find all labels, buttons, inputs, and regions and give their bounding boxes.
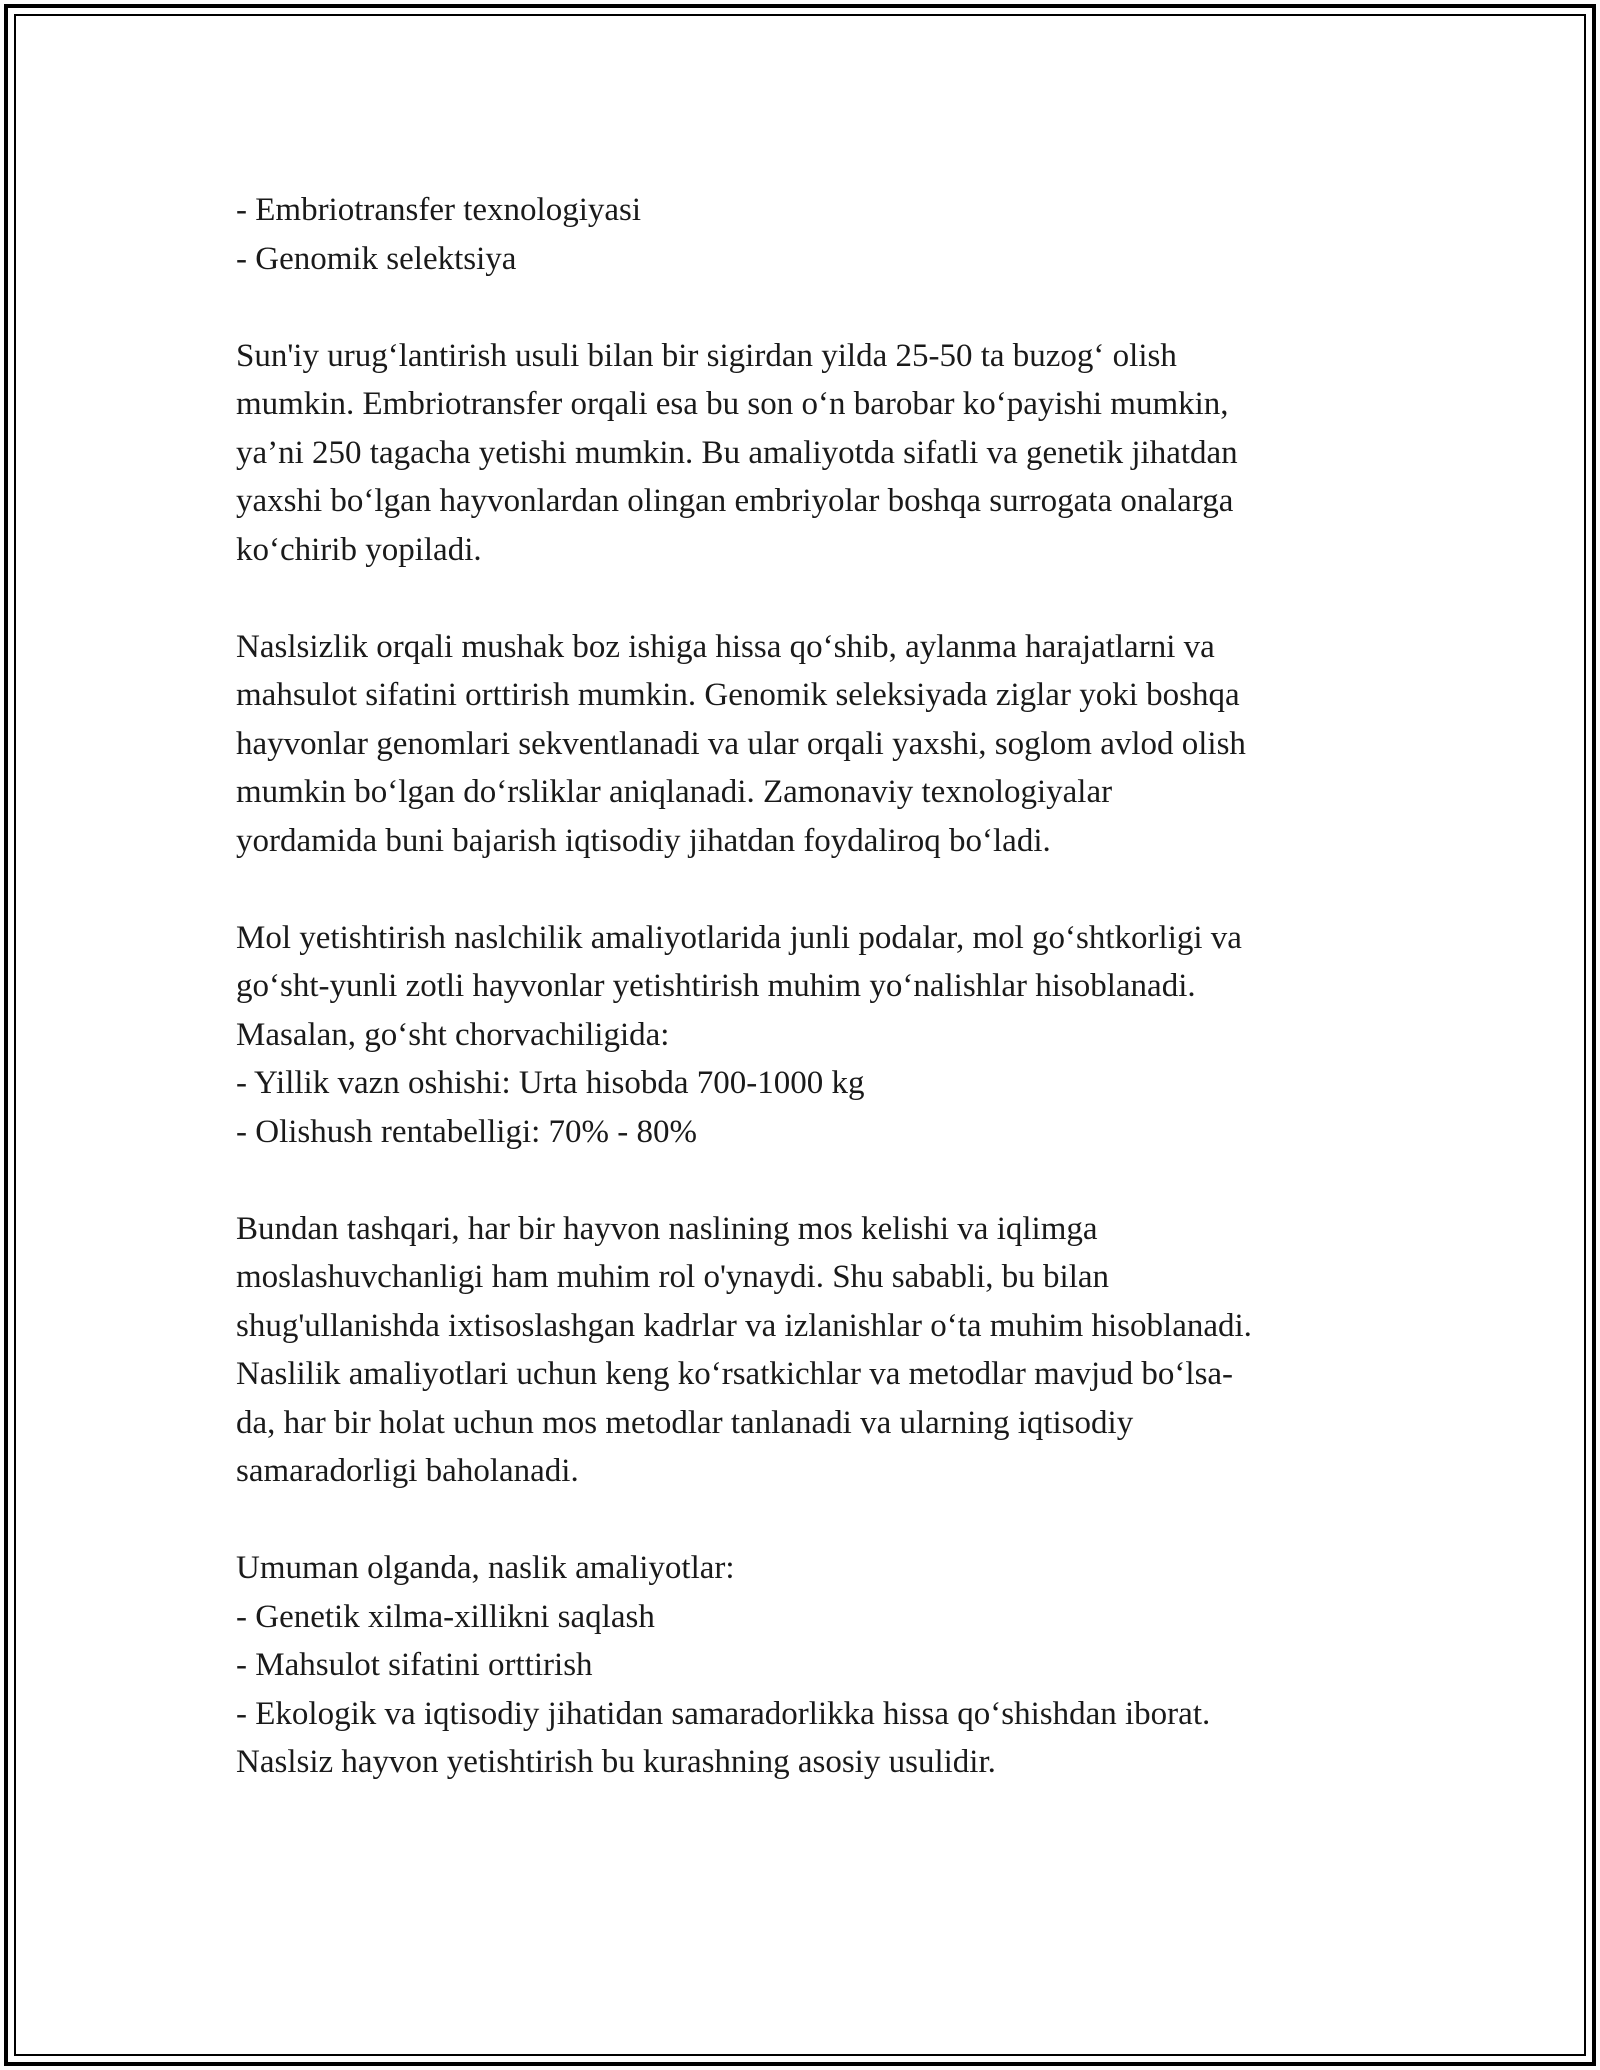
- paragraph-conclusion: [236, 1544, 1386, 1787]
- text-line: shug'ullanishda ixtisoslashgan kadrlar va izlanishlar o‘ta muhim hisoblanadi.: [236, 1307, 1252, 1344]
- text-line: Naslsizlik orqali mushak boz ishiga hissa qo‘shib, aylanma harajatlarni va: [236, 628, 1215, 665]
- paragraph-gap: [236, 574, 1386, 623]
- paragraph-cattle-breeding: [236, 914, 1386, 1157]
- paragraph-artificial-insemination: [236, 332, 1386, 575]
- text-line: Umuman olganda, naslik amaliyotlar:: [236, 1550, 735, 1586]
- text-line: Masalan, go‘sht chorvachiligida:: [236, 1016, 670, 1053]
- text-line: - Genetik xilma-xillikni saqlash: [236, 1598, 655, 1635]
- text-line: ko‘chirib yopiladi.: [236, 531, 482, 568]
- text-line: go‘sht-yunli zotli hayvonlar yetishtirish muhim yo‘nalishlar hisoblanadi.: [236, 968, 1196, 1004]
- text-line: - Genomik selektsiya: [236, 240, 517, 277]
- text-line: - Olishush rentabelligi: 70% - 80%: [236, 1113, 698, 1150]
- text-line: mahsulot sifatini orttirish mumkin. Genomik seleksiyada ziglar yoki boshqa: [236, 677, 1240, 713]
- text-line: - Yillik vazn oshishi: Urta hisobda 700-1000 kg: [236, 1065, 865, 1101]
- text-line: samaradorligi baholanadi.: [236, 1453, 579, 1489]
- paragraph-gap: [236, 1156, 1386, 1205]
- text-line: moslashuvchanligi ham muhim rol o'ynaydi. Shu sababli, bu bilan: [236, 1259, 1110, 1295]
- text-line: Naslsiz hayvon yetishtirish bu kurashning asosiy usulidir.: [236, 1744, 996, 1780]
- text-line: mumkin bo‘lgan do‘rsliklar aniqlanadi. Zamonaviy texnologiyalar: [236, 774, 1113, 810]
- text-line: - Mahsulot sifatini orttirish: [236, 1647, 593, 1683]
- paragraph-adaptation: [236, 1205, 1386, 1496]
- paragraph-gap: [236, 865, 1386, 914]
- text-line: mumkin. Embriotransfer orqali esa bu son o‘n barobar ko‘payishi mumkin,: [236, 386, 1229, 422]
- text-line: ya’ni 250 tagacha yetishi mumkin. Bu amaliyotda sifatli va genetik jihatdan: [236, 434, 1238, 471]
- document-body: [236, 186, 1386, 1787]
- text-line: Bundan tashqari, har bir hayvon naslining mos kelishi va iqlimga: [236, 1210, 1098, 1247]
- paragraph-gap: [236, 1496, 1386, 1545]
- text-line: Sun'iy urug‘lantirish usuli bilan bir sigirdan yilda 25-50 ta buzog‘ olish: [236, 337, 1177, 374]
- text-line: yordamida buni bajarish iqtisodiy jihatdan foydaliroq bo‘ladi.: [236, 822, 1051, 859]
- paragraph-genomic-selection: [236, 623, 1386, 866]
- text-line: hayvonlar genomlari sekventlanadi va ular orqali yaxshi, soglom avlod olish: [236, 725, 1246, 762]
- text-line: da, har bir holat uchun mos metodlar tanlanadi va ularning iqtisodiy: [236, 1404, 1134, 1441]
- list-paragraph-top: [236, 186, 1386, 283]
- paragraph-gap: [236, 283, 1386, 332]
- text-line: Naslilik amaliyotlari uchun keng ko‘rsatkichlar va metodlar mavjud bo‘lsa-: [236, 1356, 1234, 1392]
- text-line: Mol yetishtirish naslchilik amaliyotlarida junli podalar, mol go‘shtkorligi va: [236, 919, 1242, 956]
- text-line: yaxshi bo‘lgan hayvonlardan olingan embriyolar boshqa surrogata onalarga: [236, 483, 1234, 519]
- text-line: - Embriotransfer texnologiyasi: [236, 192, 642, 228]
- text-line: - Ekologik va iqtisodiy jihatidan samaradorlikka hissa qo‘shishdan iborat.: [236, 1695, 1211, 1732]
